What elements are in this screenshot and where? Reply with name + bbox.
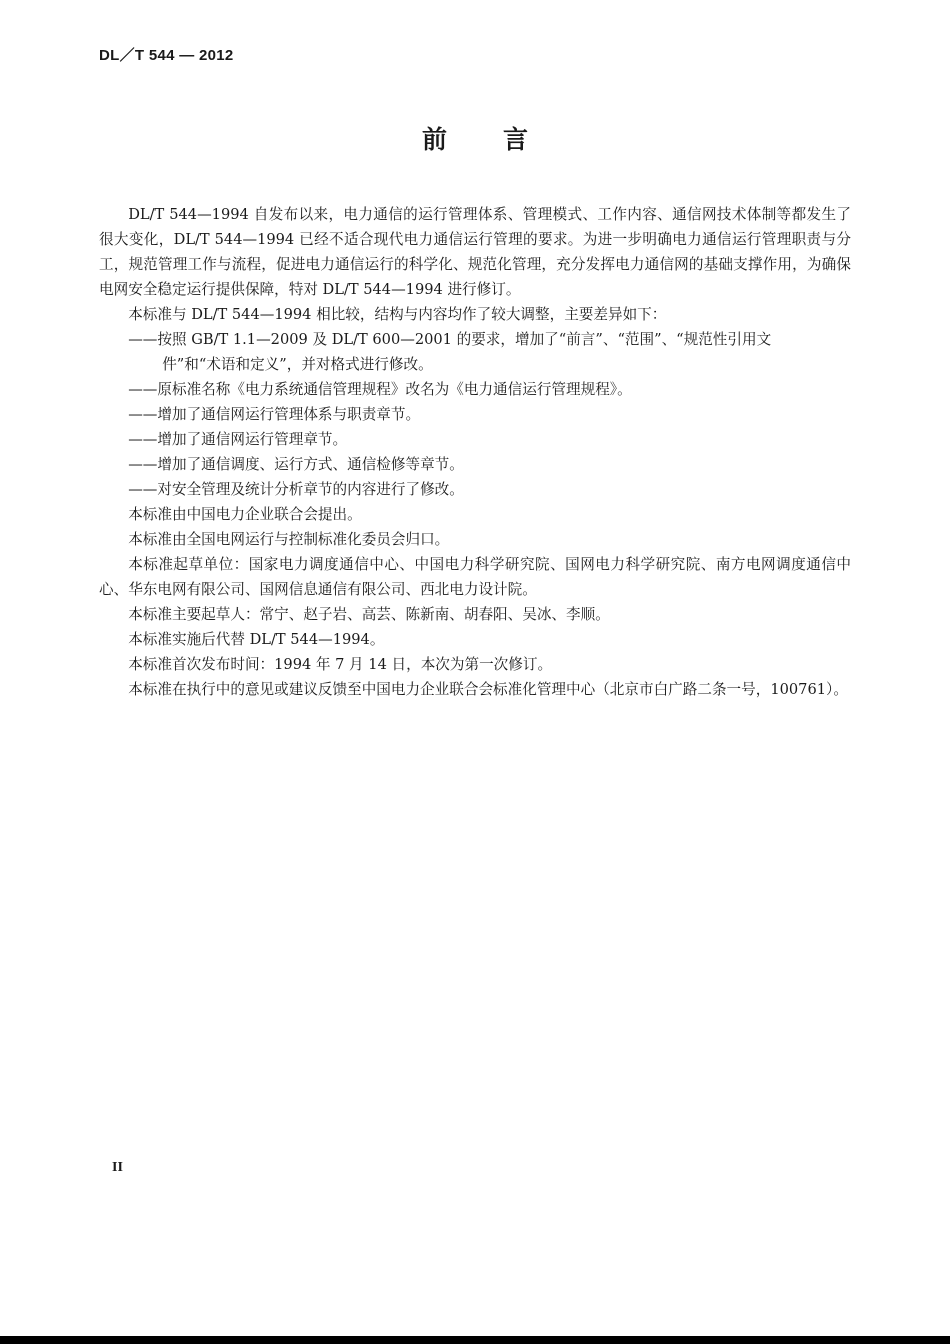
feedback-paragraph: 本标准在执行中的意见或建议反馈至中国电力企业联合会标准化管理中心（北京市白广路二条一号，100761）。 xyxy=(128,681,848,698)
proposer-paragraph: 本标准由中国电力企业联合会提出。 xyxy=(128,506,362,523)
list-item: ——增加了通信网运行管理体系与职责章节。 xyxy=(128,406,421,423)
list-item: ——增加了通信调度、运行方式、通信检修等章节。 xyxy=(128,456,464,473)
drafting-units-paragraph: 本标准起草单位：国家电力调度通信中心、中国电力科学研究院、国网电力科学研究院、南方电网调度通信中心、华东电网有限公司、国网信息通信有限公司、西北电力设计院。 xyxy=(99,556,851,598)
bottom-border xyxy=(0,1336,950,1344)
intro-paragraph: DL/T 544—1994 自发布以来，电力通信的运行管理体系、管理模式、工作内容、通信网技术体制等都发生了很大变化，DL/T 544—1994 已经不适合现代电力通信运行管理的要求。为进一步明确电力通信运行管理职责与分工，规范管理工作与流程，促进电力通信运行的科学化、规范化管理，充分发挥电力通信网的基础支撑作用，为确保电网安全稳定运行提供保障，特对 DL/T 544—1994 进行修订。 xyxy=(99,206,851,298)
list-item: ——按照 GB/T 1.1—2009 及 DL/T 600—2001 的要求，增加了“前言”、“范围”、“规范性引用文 xyxy=(128,331,772,348)
comparison-paragraph: 本标准与 DL/T 544—1994 相比较，结构与内容均作了较大调整，主要差异如下： xyxy=(128,306,667,323)
replaces-paragraph: 本标准实施后代替 DL/T 544—1994。 xyxy=(128,631,385,648)
preface-body xyxy=(99,202,851,702)
document-code-header: DL／T 544 — 2012 xyxy=(99,47,234,64)
first-release-paragraph: 本标准首次发布时间：1994 年 7 月 14 日，本次为第一次修订。 xyxy=(128,656,553,673)
page-title: 前言 xyxy=(421,125,584,154)
list-item: ——对安全管理及统计分析章节的内容进行了修改。 xyxy=(128,481,464,498)
drafters-paragraph: 本标准主要起草人：常宁、赵子岩、高芸、陈新南、胡春阳、吴冰、李顺。 xyxy=(128,606,610,623)
list-item: ——增加了通信网运行管理章节。 xyxy=(128,431,348,448)
committee-paragraph: 本标准由全国电网运行与控制标准化委员会归口。 xyxy=(128,531,450,548)
list-item-continuation: 件”和“术语和定义”，并对格式进行修改。 xyxy=(162,356,433,373)
change-list xyxy=(99,327,851,502)
list-item: ——原标准名称《电力系统通信管理规程》改名为《电力通信运行管理规程》。 xyxy=(128,381,632,398)
page-number: II xyxy=(112,1160,123,1175)
